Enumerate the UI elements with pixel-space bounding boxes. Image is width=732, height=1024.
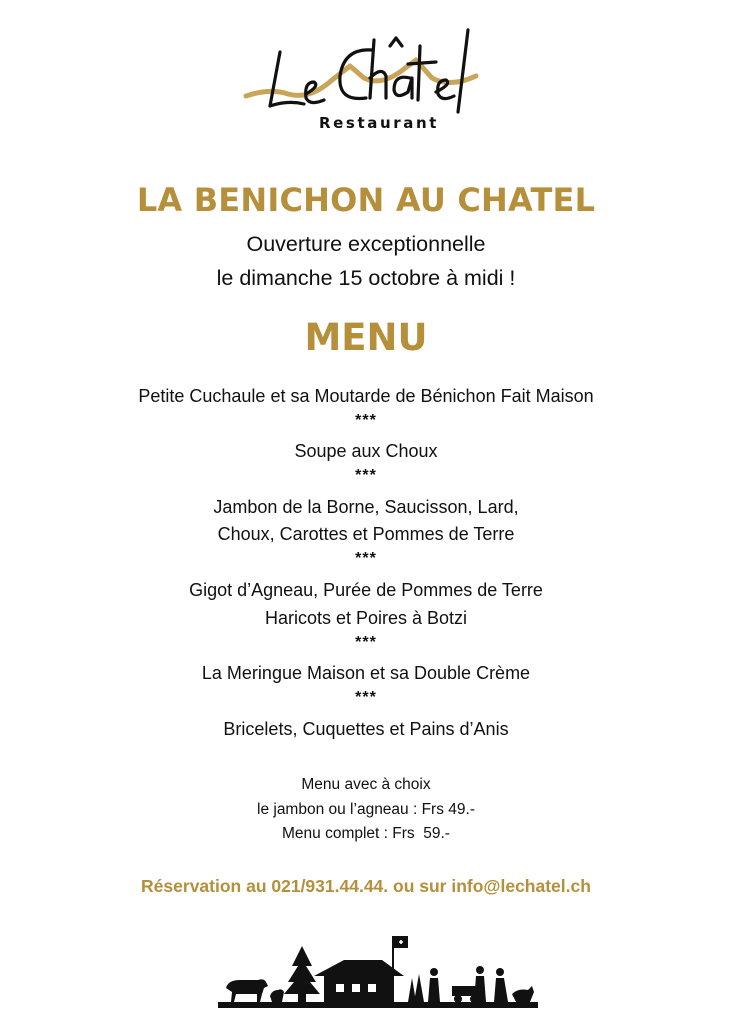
restaurant-logo bbox=[240, 28, 480, 138]
course-3-line-2: Choux, Carottes et Pommes de Terre bbox=[217, 524, 515, 544]
course-1: Petite Cuchaule et sa Moutarde de Bénichon Fait Maison bbox=[138, 386, 594, 406]
course-separator: *** bbox=[355, 689, 377, 706]
course-6: Bricelets, Cuquettes et Pains d’Anis bbox=[223, 719, 509, 739]
course-separator: *** bbox=[355, 412, 377, 429]
page-title: LA BENICHON AU CHATEL bbox=[136, 181, 596, 219]
chalet-scene-icon bbox=[218, 930, 538, 1016]
course-separator: *** bbox=[355, 467, 377, 484]
course-separator: *** bbox=[355, 634, 377, 651]
course-5: La Meringue Maison et sa Double Crème bbox=[201, 663, 531, 683]
logo-subtitle: Restaurant bbox=[319, 114, 439, 132]
subtitle-line-1: Ouverture exceptionnelle bbox=[246, 232, 486, 256]
course-separator: *** bbox=[355, 550, 377, 567]
menu-heading: MENU bbox=[304, 316, 428, 359]
le-chatel-logo-mark bbox=[240, 28, 480, 118]
course-3-line-1: Jambon de la Borne, Saucisson, Lard, bbox=[213, 497, 519, 517]
course-2: Soupe aux Choux bbox=[294, 441, 438, 461]
course-4-line-1: Gigot d’Agneau, Purée de Pommes de Terre bbox=[189, 580, 543, 600]
alpine-silhouette-illustration bbox=[218, 930, 538, 1021]
pricing-line-1: Menu avec à choix bbox=[301, 776, 431, 793]
subtitle-line-2: le dimanche 15 octobre à midi ! bbox=[216, 266, 516, 290]
course-4-line-2: Haricots et Poires à Botzi bbox=[264, 608, 468, 628]
reservation-line: Réservation au 021/931.44.44. ou sur info@lechatel.ch bbox=[141, 876, 591, 896]
pricing-line-2: le jambon ou l’agneau : Frs 49.- bbox=[257, 801, 475, 818]
pricing-line-3: Menu complet : Frs 59.- bbox=[282, 825, 450, 842]
